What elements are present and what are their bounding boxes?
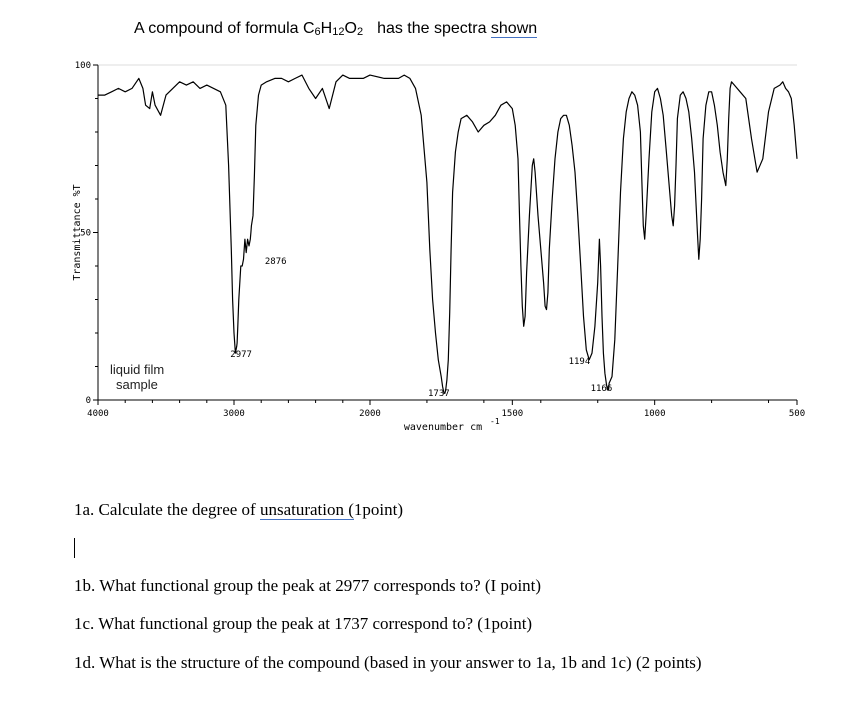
y-axis-label: Transmittance %T: [72, 184, 83, 281]
x-tick-label: 1500: [501, 409, 524, 419]
question-1a-points: 1point): [353, 500, 404, 519]
x-tick-label: 500: [788, 409, 806, 419]
peak-label-2876: 2876: [264, 257, 287, 267]
subscript-12: 12: [332, 26, 345, 38]
spectrum-line: [98, 75, 797, 393]
sample-label-line1: liquid film: [110, 362, 165, 377]
peak-label-1194: 1194: [568, 357, 591, 367]
x-tick-label: 1000: [643, 409, 666, 419]
question-1a-underlined: unsaturation (: [259, 500, 354, 519]
subscript-2: 2: [356, 26, 364, 38]
peak-label-1737: 1737: [428, 389, 450, 399]
question-1a: [74, 498, 403, 522]
peak-label-1166: 1166: [590, 384, 613, 394]
title-middle: has the spectra: [377, 20, 491, 37]
question-1b: 1b. What functional group the peak at 2977 corresponds to? (I point): [74, 576, 542, 595]
y-tick-label: 50: [80, 228, 91, 239]
title-o: O: [344, 20, 357, 37]
text-cursor: [74, 538, 75, 558]
question-1d: 1d. What is the structure of the compound (based in your answer to 1a, 1b and 1c) (2 points): [74, 653, 702, 672]
question-1c: 1c. What functional group the peak at 1737 correspond to? (1point): [74, 614, 533, 633]
title-text: A compound of formula C: [134, 20, 315, 37]
x-tick-label: 2000: [359, 409, 381, 419]
peak-label-2977: 2977: [230, 350, 252, 360]
question-1a-text: 1a. Calculate the degree of: [74, 500, 260, 519]
sample-label-line2: sample: [116, 377, 158, 392]
y-tick-label: 0: [85, 396, 91, 406]
x-axis-label: wavenumber cm: [403, 422, 483, 433]
x-tick-label: 4000: [87, 409, 109, 419]
subscript-6: 6: [314, 26, 321, 38]
x-tick-label: 3000: [223, 409, 245, 419]
y-tick-label: 100: [74, 61, 91, 71]
title-h: H: [320, 20, 333, 37]
x-axis-label-superscript: -1: [490, 417, 500, 426]
title-underlined: shown: [490, 20, 538, 37]
